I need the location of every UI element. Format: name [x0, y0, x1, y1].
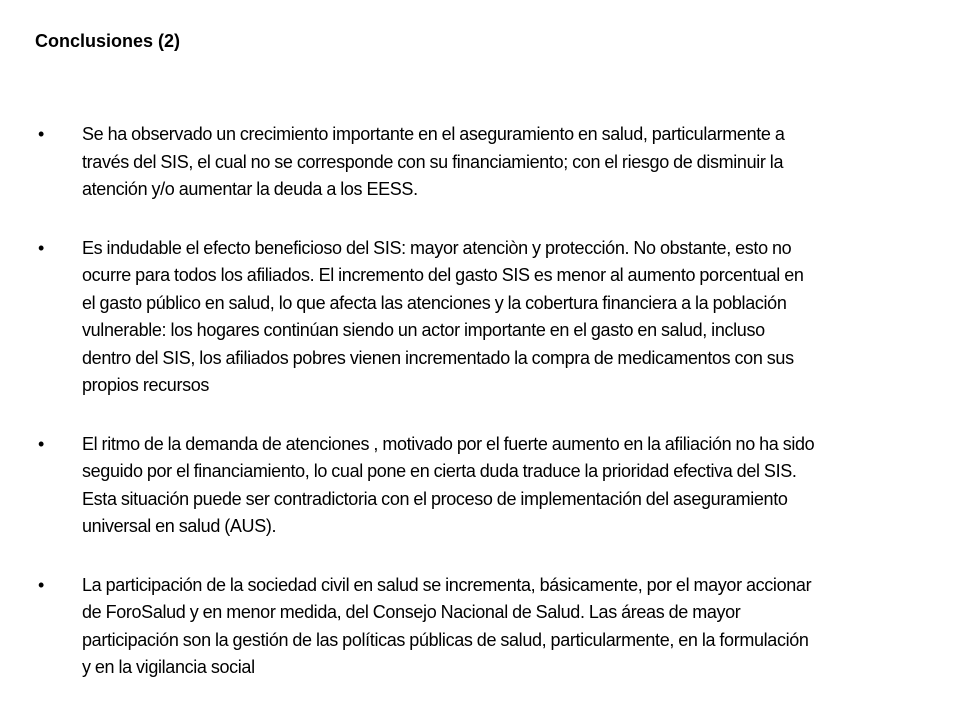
- conclusion-line: seguido por el financiamiento, lo cual pone en cierta duda traduce la prioridad efectiva del SIS.: [82, 461, 797, 481]
- conclusion-line: La participación de la sociedad civil en salud se incrementa, básicamente, por el mayor accionar: [82, 574, 812, 595]
- slide-title: Conclusiones (2): [35, 31, 181, 51]
- conclusion-item-3: [38, 431, 943, 541]
- bullet-icon: •: [38, 237, 44, 258]
- conclusion-item-1: [38, 121, 943, 204]
- conclusion-line: Se ha observado un crecimiento importante en el aseguramiento en salud, particularmente a: [82, 124, 785, 144]
- bullet-icon: •: [38, 124, 44, 144]
- conclusion-line: dentro del SIS, los afiliados pobres vienen incrementado la compra de medicamentos con sus: [82, 347, 794, 368]
- conclusion-line: vulnerable: los hogares continúan siendo un actor importante en el gasto en salud, incluso: [82, 320, 765, 340]
- conclusion-line: participación son la gestión de las políticas públicas de salud, particularmente, en la formulación: [82, 629, 809, 650]
- conclusion-line: ocurre para todos los afiliados. El incremento del gasto SIS es menor al aumento porcentual en: [82, 265, 804, 285]
- conclusion-line: y en la vigilancia social: [82, 657, 255, 677]
- bullet-icon: •: [38, 574, 44, 595]
- conclusion-line: de ForoSalud y en menor medida, del Consejo Nacional de Salud. Las áreas de mayor: [82, 602, 741, 622]
- conclusion-line: Esta situación puede ser contradictoria con el proceso de implementación del aseguramiento: [82, 488, 788, 509]
- conclusion-line: universal en salud (AUS).: [82, 516, 277, 536]
- conclusion-line: atención y/o aumentar la deuda a los EESS.: [82, 179, 418, 199]
- conclusion-line: propios recursos: [82, 375, 210, 395]
- conclusion-line: El ritmo de la demanda de atenciones , motivado por el fuerte aumento en la afiliación no ha sido: [82, 433, 815, 454]
- conclusion-line: través del SIS, el cual no se corresponde con su financiamiento; con el riesgo de disminuir la: [82, 151, 784, 172]
- conclusion-item-4: [38, 572, 943, 682]
- bullet-icon: •: [38, 433, 44, 454]
- conclusion-line: Es indudable el efecto beneficioso del SIS: mayor atenciòn y protección. No obstante, esto no: [82, 237, 792, 258]
- conclusions-list: [38, 121, 943, 682]
- conclusion-line: el gasto público en salud, lo que afecta las atenciones y la cobertura financiera a la población: [82, 292, 787, 313]
- conclusion-item-2: [38, 235, 943, 400]
